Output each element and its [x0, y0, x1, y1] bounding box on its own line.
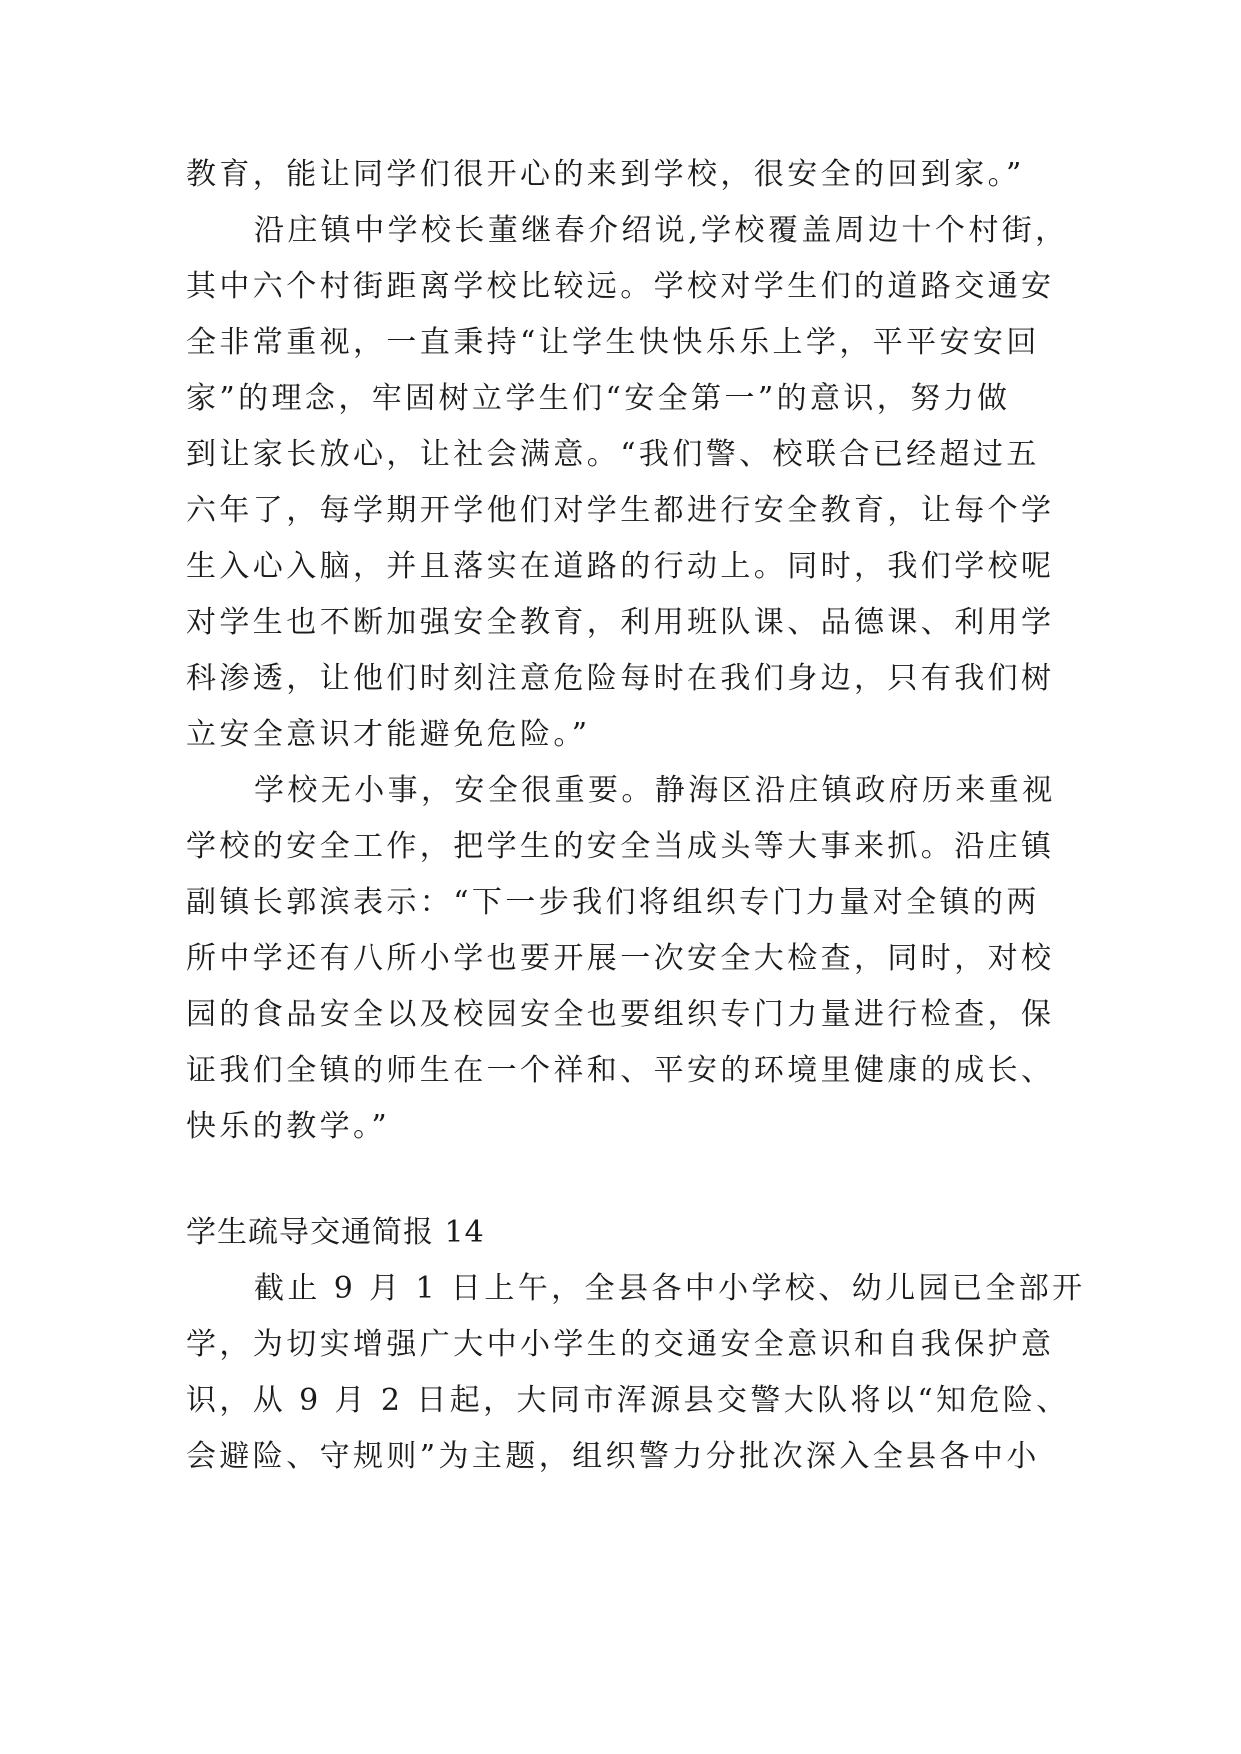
- paragraph-line: 识，从 9 月 2 日起，大同市浑源县交警大队将以“知危险、: [186, 1383, 1070, 1418]
- paragraph-line: 六年了，每学期开学他们对学生都进行安全教育，让每个学: [186, 493, 1055, 528]
- paragraph-line: 学校无小事，安全很重要。静海区沿庄镇政府历来重视: [254, 773, 1056, 808]
- paragraph-line: 快乐的教学。”: [186, 1109, 391, 1144]
- paragraph-line: 证我们全镇的师生在一个祥和、平安的环境里健康的成长、: [186, 1053, 1055, 1088]
- paragraph-line: 副镇长郭滨表示：“下一步我们将组织专门力量对全镇的两: [186, 885, 1040, 920]
- paragraph-line: 所中学还有八所小学也要开展一次安全大检查，同时，对校: [186, 941, 1055, 976]
- paragraph-line: 园的食品安全以及校园安全也要组织专门力量进行检查，保: [186, 997, 1055, 1032]
- paragraph-line: 家”的理念，牢固树立学生们“安全第一”的意识，努力做: [186, 381, 1011, 416]
- paragraph-line: 生入心入脑，并且落实在道路的行动上。同时，我们学校呢: [186, 549, 1055, 584]
- paragraph-line: 会避险、守规则”为主题，组织警力分批次深入全县各中小: [186, 1439, 1040, 1474]
- paragraph-line: 立安全意识才能避免危险。”: [186, 717, 591, 752]
- paragraph-line: 沿庄镇中学校长董继春介绍说,学校覆盖周边十个村街，: [254, 213, 1069, 248]
- paragraph-line: 学，为切实增强广大中小学生的交通安全意识和自我保护意: [186, 1327, 1055, 1362]
- paragraph-line: 其中六个村街距离学校比较远。学校对学生们的道路交通安: [186, 269, 1055, 304]
- paragraph-line: 教育，能让同学们很开心的来到学校，很安全的回到家。”: [186, 157, 1025, 192]
- paragraph-line: 学校的安全工作，把学生的安全当成头等大事来抓。沿庄镇: [186, 829, 1055, 864]
- section-heading: 学生疏导交通简报 14: [186, 1215, 485, 1250]
- paragraph-line: 对学生也不断加强安全教育，利用班队课、品德课、利用学: [186, 605, 1055, 640]
- paragraph-line: 科渗透，让他们时刻注意危险每时在我们身边，只有我们树: [186, 661, 1055, 696]
- paragraph-line: 到让家长放心，让社会满意。“我们警、校联合已经超过五: [186, 437, 1040, 472]
- paragraph-line: 截止 9 月 1 日上午，全县各中小学校、幼儿园已全部开: [254, 1271, 1086, 1306]
- paragraph-line: 全非常重视，一直秉持“让学生快快乐乐上学，平平安安回: [186, 325, 1040, 360]
